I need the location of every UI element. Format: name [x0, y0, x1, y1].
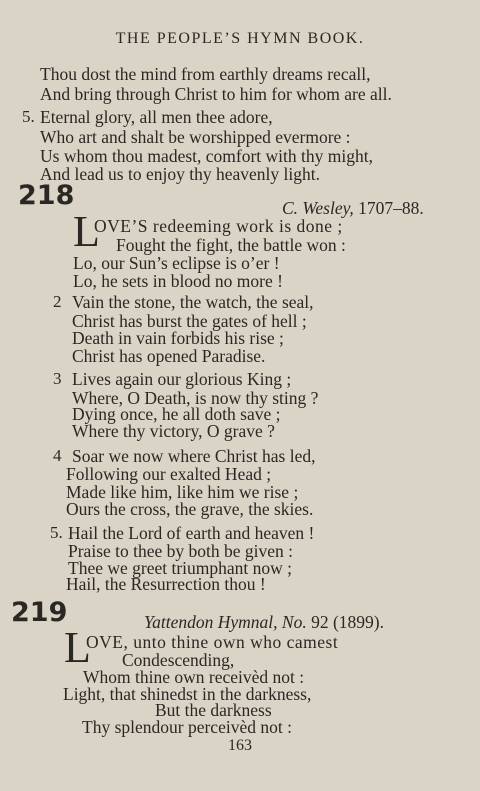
hymn-date: (1899).	[332, 612, 384, 632]
verse-line: Following our exalted Head ;	[66, 464, 272, 484]
hymn-number: 218	[18, 180, 75, 211]
verse-line: Light, that shinedst in the darkness,	[63, 684, 312, 704]
verse-line: Lo, our Sun’s eclipse is o’er !	[73, 253, 280, 273]
verse-line: Whom thine own receivèd not :	[83, 667, 305, 687]
hymn-attribution	[282, 198, 424, 218]
verse-line: Hail, the Resurrection thou !	[66, 574, 266, 594]
verse-line: Thee we greet triumphant now ;	[68, 558, 293, 578]
verse-number: 5.	[50, 523, 63, 542]
verse-number: 2	[53, 292, 62, 311]
verse-line: Vain the stone, the watch, the seal,	[72, 292, 314, 312]
verse-line: Condescending,	[122, 650, 235, 670]
running-head: THE PEOPLE’S HYMN BOOK.	[115, 30, 365, 47]
verse-line: Hail the Lord of earth and heaven !	[68, 523, 315, 543]
hymn-source: Yattendon Hymnal, No.	[144, 612, 307, 632]
verse-line: But the darkness	[155, 700, 272, 720]
verse-line: Praise to thee by both be given :	[68, 541, 294, 561]
verse-line: Eternal glory, all men thee adore,	[40, 107, 273, 127]
verse-number: 5.	[22, 107, 35, 126]
verse-line: Where, O Death, is now thy sting ?	[72, 388, 319, 408]
first-line: OVE, unto thine own who camest	[86, 632, 339, 652]
first-line: OVE’S redeeming work is done ;	[94, 216, 343, 236]
verse-line: Ours the cross, the grave, the skies.	[66, 499, 314, 519]
carryover-line: Thou dost the mind from earthly dreams recall,	[40, 64, 371, 84]
verse-line: Us whom thou madest, comfort with thy might,	[40, 146, 373, 166]
verse-line: Thy splendour perceivèd not :	[82, 717, 292, 737]
verse-line: Fought the fight, the battle won :	[116, 235, 346, 255]
drop-capital: L	[64, 623, 91, 672]
verse-line: Christ has opened Paradise.	[72, 346, 266, 366]
verse-line: Christ has burst the gates of hell ;	[72, 311, 307, 331]
hymn-number: 219	[11, 597, 68, 628]
verse-line: Lo, he sets in blood no more !	[73, 271, 283, 291]
verse-line: Soar we now where Christ has led,	[72, 446, 316, 466]
hymn-attribution	[144, 612, 384, 632]
verse-line: Dying once, he all doth save ;	[72, 404, 281, 424]
verse-line: Lives again our glorious King ;	[72, 369, 292, 389]
verse-line: Who art and shalt be worshipped evermore :	[40, 127, 351, 147]
verse-line: And lead us to enjoy thy heavenly light.	[40, 164, 320, 184]
verse-line: Death in vain forbids his rise ;	[72, 328, 284, 348]
hymn-date: 1707–88.	[358, 198, 424, 218]
hymn-source-number: 92	[311, 612, 329, 632]
verse-line: Made like him, like him we rise ;	[66, 482, 299, 502]
verse-line: Where thy victory, O grave ?	[72, 421, 275, 441]
verse-number: 4	[53, 446, 62, 465]
drop-capital: L	[73, 207, 100, 256]
page-number: 163	[228, 737, 252, 754]
carryover-line: And bring through Christ to him for whom are all.	[40, 84, 392, 104]
hymn-author: C. Wesley,	[282, 198, 354, 218]
verse-number: 3	[53, 369, 62, 388]
